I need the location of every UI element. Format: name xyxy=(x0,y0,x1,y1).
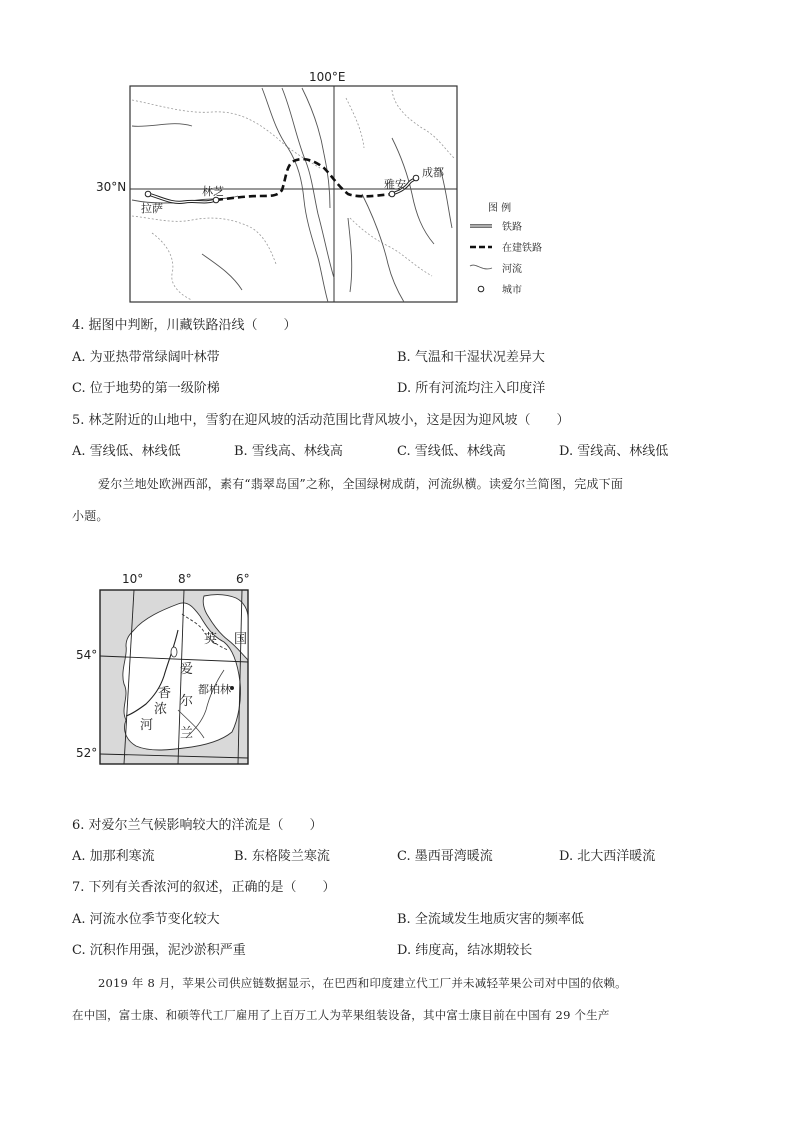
city-lasa-marker xyxy=(145,191,151,197)
q6-option-d[interactable]: D. 北大西洋暖流 xyxy=(559,849,656,864)
q4-option-d[interactable]: D. 所有河流均注入印度洋 xyxy=(397,381,546,396)
sichuan-tibet-map-svg xyxy=(92,68,562,308)
legend-title: 图 例 xyxy=(488,203,512,214)
q5-option-b[interactable]: B. 雪线高、林线高 xyxy=(234,444,343,459)
legend-city-label: 城市 xyxy=(502,285,522,296)
lake xyxy=(171,647,177,657)
lon-10-label: 10° xyxy=(122,572,144,586)
q7-stem: 7. 下列有关香浓河的叙述，正确的是（ ） xyxy=(72,880,336,895)
q5-stem: 5. 林芝附近的山地中，雪豹在迎风坡的活动范围比背风坡小，这是因为迎风坡（ ） xyxy=(72,413,570,428)
ireland-map xyxy=(74,570,264,770)
city-lasa-label: 拉萨 xyxy=(141,202,163,215)
q5-option-a[interactable]: A. 雪线低、林线低 xyxy=(72,444,181,459)
dublin-label: 都柏林 xyxy=(198,683,231,696)
apple-intro-line2: 在中国，富士康、和硕等代工厂雇用了上百万工人为苹果组装设备，其中富士康目前在中国有 29 个生产 xyxy=(72,1008,610,1022)
q6-option-a[interactable]: A. 加那利寒流 xyxy=(72,849,155,864)
legend-railway-label: 铁路 xyxy=(502,222,522,233)
lat-30n-label: 30°N xyxy=(96,180,127,194)
lat-52-label: 52° xyxy=(76,746,98,760)
q5-option-c[interactable]: C. 雪线低、林线高 xyxy=(397,444,506,459)
shannon-label-2: 浓 xyxy=(154,702,168,717)
q4-option-b[interactable]: B. 气温和干湿状况差异大 xyxy=(397,350,545,365)
q6-stem: 6. 对爱尔兰气候影响较大的洋流是（ ） xyxy=(72,818,323,833)
ireland-intro-line2: 小题。 xyxy=(72,509,109,523)
city-yaan-marker xyxy=(389,191,395,197)
ireland-intro-line1: 爱尔兰地处欧洲西部，素有“翡翠岛国”之称，全国绿树成荫，河流纵横。读爱尔兰简图，完成下面 xyxy=(98,477,624,491)
legend-river-symbol xyxy=(470,265,492,269)
ireland-label-2: 尔 xyxy=(180,694,194,709)
lon-8-label: 8° xyxy=(178,572,192,586)
q4-option-c[interactable]: C. 位于地势的第一级阶梯 xyxy=(72,381,220,396)
map-frame xyxy=(130,86,457,302)
lon-6-label: 6° xyxy=(236,572,250,586)
ireland-map-svg xyxy=(74,570,264,770)
q6-option-c[interactable]: C. 墨西哥湾暖流 xyxy=(397,849,493,864)
shannon-label-1: 香 xyxy=(158,686,172,701)
q4-stem: 4. 据图中判断，川藏铁路沿线（ ） xyxy=(72,318,297,333)
apple-intro-line1: 2019 年 8 月，苹果公司供应链数据显示，在巴西和印度建立代工厂并未减轻苹果公司对中国的依赖。 xyxy=(98,976,627,990)
legend-river-label: 河流 xyxy=(502,264,522,275)
ireland-label-1: 爱 xyxy=(180,662,194,677)
q7-option-c[interactable]: C. 沉积作用强，泥沙淤积严重 xyxy=(72,943,246,958)
q7-option-d[interactable]: D. 纬度高，结冰期较长 xyxy=(397,943,533,958)
q4-option-a[interactable]: A. 为亚热带常绿阔叶林带 xyxy=(72,350,220,365)
ireland-label-3: 兰 xyxy=(180,726,194,741)
city-yaan-label: 雅安 xyxy=(384,178,406,191)
map-legend xyxy=(470,201,542,296)
uk-label-2: 国 xyxy=(234,632,248,647)
city-chengdu-label: 成都 xyxy=(422,166,444,179)
city-linzhi-label: 林芝 xyxy=(202,185,224,198)
q7-option-a[interactable]: A. 河流水位季节变化较大 xyxy=(72,912,220,927)
shannon-label-3: 河 xyxy=(140,718,154,733)
sichuan-tibet-map xyxy=(92,68,562,308)
q7-option-b[interactable]: B. 全流域发生地质灾害的频率低 xyxy=(397,912,584,927)
q5-option-d[interactable]: D. 雪线高、林线低 xyxy=(559,444,669,459)
legend-construction-label: 在建铁路 xyxy=(502,243,542,254)
q6-option-b[interactable]: B. 东格陵兰寒流 xyxy=(234,849,330,864)
lat-54-label: 54° xyxy=(76,648,98,662)
legend-city-symbol xyxy=(478,286,484,292)
lon-100e-label: 100°E xyxy=(309,70,346,84)
uk-label-1: 英 xyxy=(204,632,218,647)
city-chengdu-marker xyxy=(413,175,419,181)
